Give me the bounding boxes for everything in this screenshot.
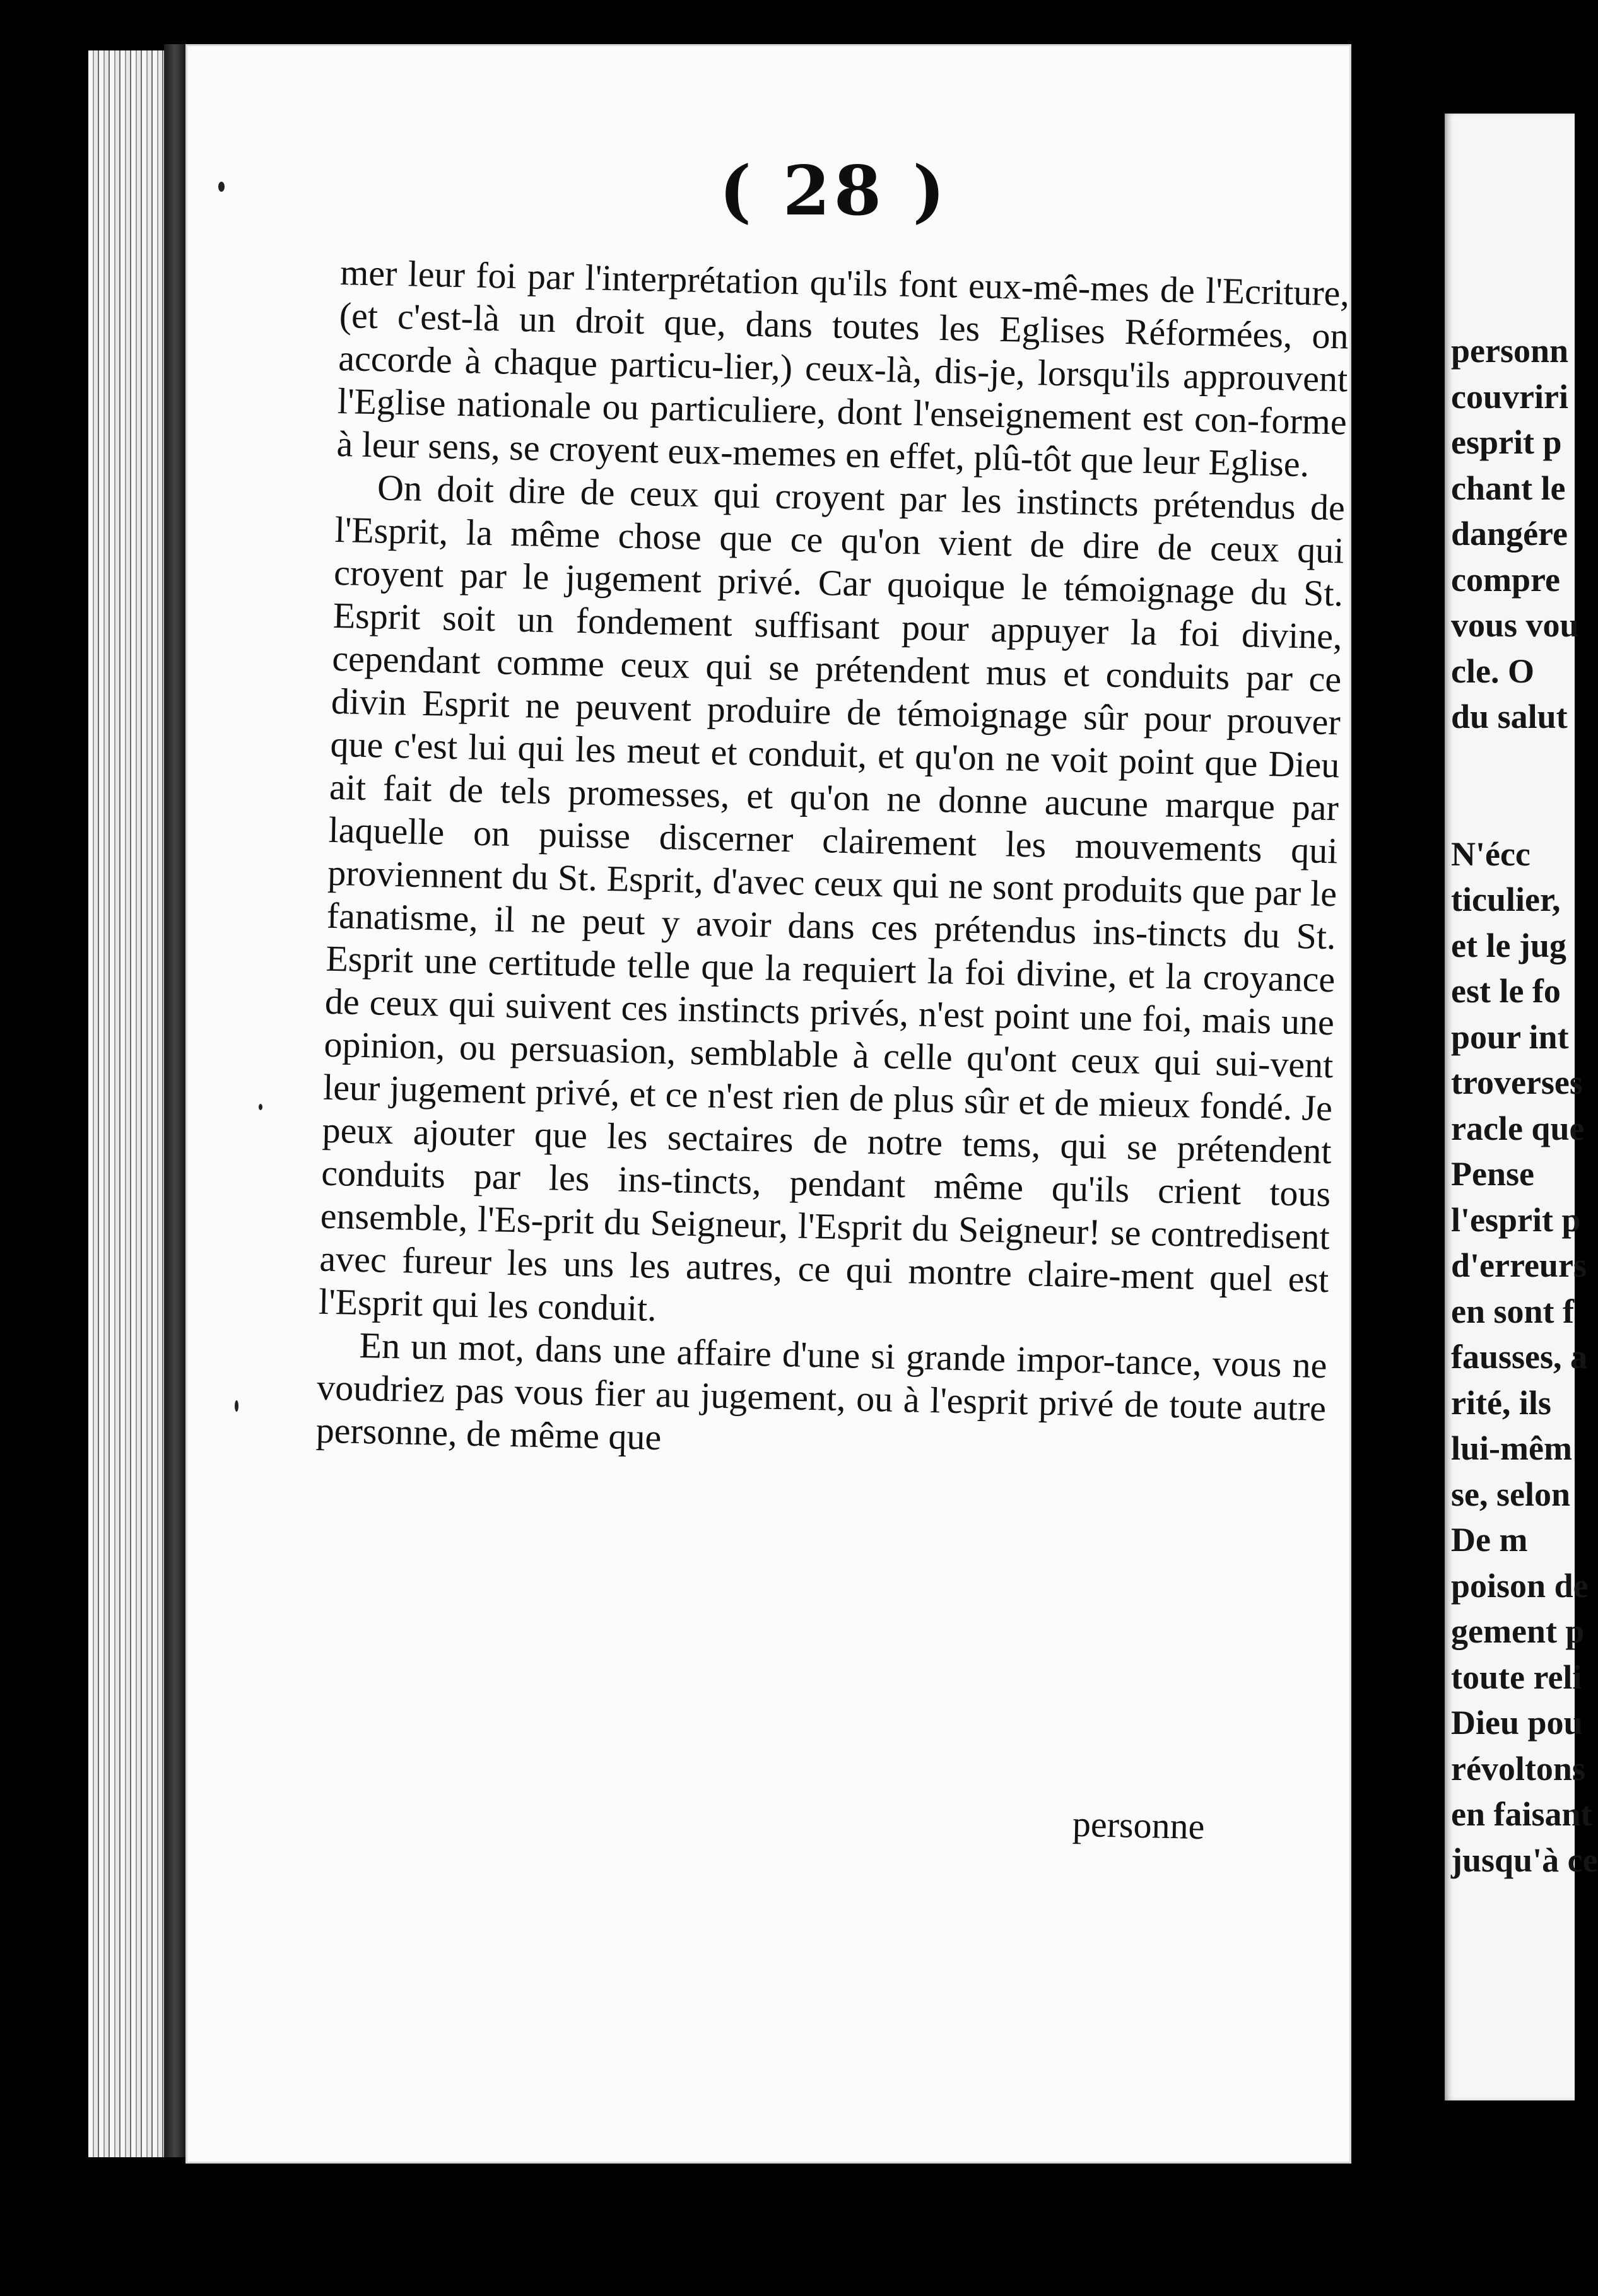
facing-line: d'erreurs (1451, 1246, 1587, 1284)
facing-line: en faisant (1451, 1795, 1592, 1833)
facing-line: compre (1451, 560, 1560, 599)
paragraph-3: En un mot, dans une affaire d'une si grande impor-tance, vous ne voudriez pas vous fier au jugement, ou à l'esprit privé de toute autre personne, de même que (315, 1325, 1328, 1458)
facing-line: rité, ils (1451, 1383, 1551, 1422)
facing-line: jusqu'à ce (1451, 1841, 1598, 1879)
facing-line: et le jug (1451, 926, 1566, 964)
facing-line: se, selon (1451, 1475, 1570, 1513)
facing-line: De m (1451, 1521, 1528, 1559)
ink-speck (218, 182, 225, 192)
facing-line: gement p (1451, 1612, 1585, 1650)
facing-line: dangére (1451, 515, 1568, 553)
facing-line: est le fo (1451, 972, 1561, 1010)
facing-line: toute reli (1451, 1658, 1582, 1696)
facing-line: couvriri (1451, 377, 1568, 416)
ink-speck (235, 1400, 238, 1412)
facing-line: l'esprit p (1451, 1200, 1581, 1239)
facing-line: pour int (1451, 1017, 1569, 1056)
facing-line: vous vou (1451, 606, 1579, 644)
facing-line: troverses (1451, 1063, 1583, 1101)
facing-line (1451, 740, 1575, 786)
facing-line (1451, 785, 1575, 831)
book-gutter-shadow (164, 44, 185, 2157)
facing-line: Pense (1451, 1155, 1534, 1193)
page-number: ( 28 ) (719, 151, 949, 231)
facing-line: racle que (1451, 1109, 1585, 1147)
page-body-text (315, 251, 1350, 1473)
paragraph-1: mer leur foi par l'interprétation qu'ils font eux-mê-mes de l'Ecriture, (et c'est-là un droit que, dans toutes les Eglises Réformées, on accorde à chaque particu-lier,) ceux-là, dis-je, lorsqu'ils approuvent l'Eglise nationale ou particuliere, dont l'enseignement est con-forme à leur sens, se croyent eux-memes en effet, plû-tôt que leur Eglise. (336, 251, 1350, 485)
catchword: personne (1072, 1803, 1206, 1848)
facing-line: esprit p (1451, 423, 1562, 461)
facing-line: N'écc (1451, 835, 1530, 873)
paragraph-2: On doit dire de ceux qui croyent par les instincts prétendus de l'Esprit, la même chose que ce qu'on vient de dire de ceux qui croyent par le jugement privé. Car quoique le témoignage du St. Esprit soit un fondement suffisant pour appuyer la foi divine, cependant comme ceux qui se prétendent mus et conduits par ce divin Esprit ne peuvent produire de témoignage sûr pour prouver que c'est lui qui les meut et conduit, et qu'on ne voit point que Dieu ait fait de tels promesses, et qu'on ne donne aucune marque par laquelle on puisse discerner clairement les mouvements qui proviennent du St. Esprit, d'avec ceux qui ne sont produits que par le fanatisme, il ne peut y avoir dans ces prétendus ins-tincts du St. Esprit une certitude telle que la requiert la foi divine, et la croyance de ceux qui suivent ces instincts privés, n'est point une foi, mais une opinion, ou persuasion, semblable à celle qu'ont ceux qui sui-vent leur jugement privé, et ce n'est rien de plus sûr et de mieux fondé. Je peux ajouter que les sectaires de notre tems, qui se prétendent conduits par les ins-tincts, pendant même qu'ils crient tous ensemble, l'Es-prit du Seigneur, l'Esprit du Seigneur! se contredisent avec fureur les uns les autres, ce qui montre claire-ment quel est l'Esprit qui les conduit. (318, 467, 1346, 1329)
facing-line: en sont f (1451, 1292, 1575, 1330)
facing-line: cle. O (1451, 652, 1534, 690)
facing-line: Dieu pou (1451, 1704, 1583, 1742)
facing-line: révoltons (1451, 1749, 1585, 1788)
facing-line: chant le (1451, 469, 1566, 507)
facing-line: personn (1451, 332, 1569, 370)
facing-line: du salut (1451, 698, 1568, 735)
ink-speck (259, 1104, 262, 1110)
facing-line: ticulier, (1451, 881, 1561, 918)
facing-page-text (1451, 328, 1598, 1883)
facing-line: lui-mêm (1451, 1429, 1572, 1467)
facing-line: poison de (1451, 1566, 1589, 1605)
facing-line: fausses, a (1451, 1338, 1588, 1376)
